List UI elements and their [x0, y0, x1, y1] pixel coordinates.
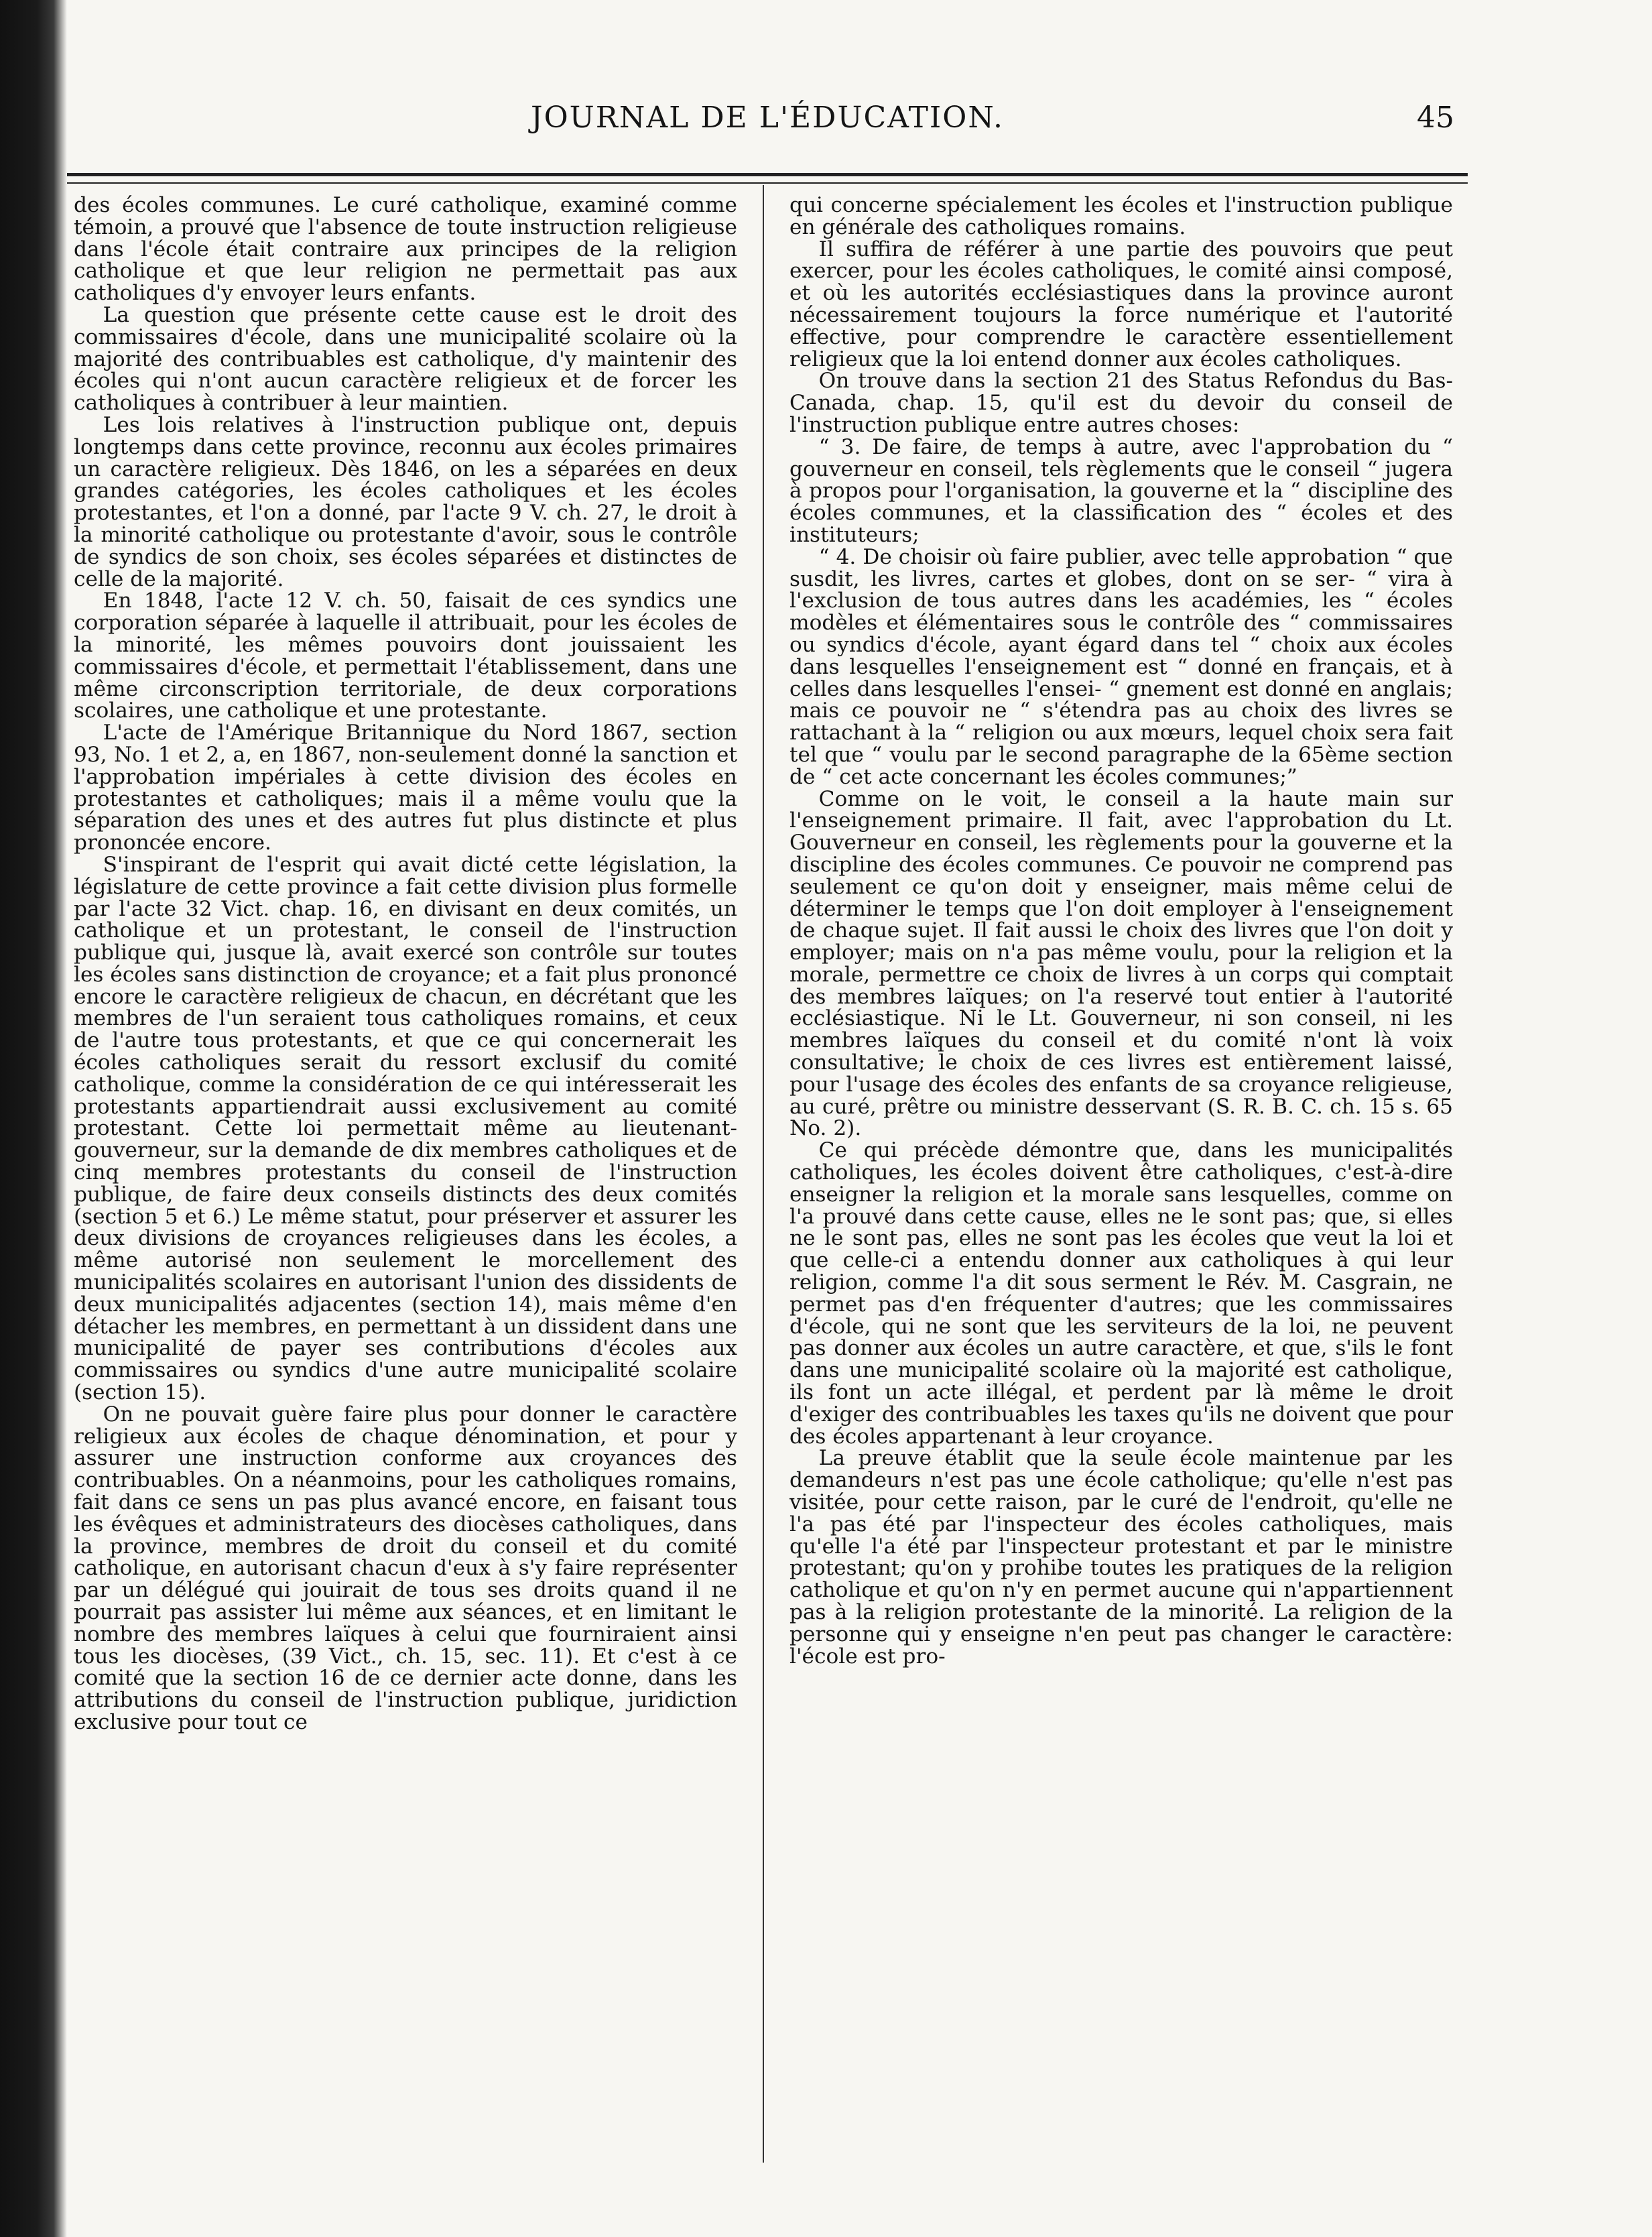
paragraph: La question que présente cette cause est le droit des commissaires d'école, dans une municipalité scolaire où la majorité des contribuables est catholique, d'y maintenir des écoles qui n'ont aucun caractère religieux et de forcer les catholiques à contribuer à leur maintien.: [74, 302, 737, 416]
journal-title: JOURNAL DE L'ÉDUCATION.: [530, 101, 1005, 135]
paragraph: S'inspirant de l'esprit qui avait dicté cette législation, la législature de cette province a fait cette division plus formelle par l'acte 32 Vict. chap. 16, en divisant en deux comités, un catholique et un protestant, le conseil de l'instruction publique qui, jusque là, avait exercé son contrôle sur toutes les écoles sans distinction de croyance; et a fait plus prononcé encore le caractère religieux de chacun, en décrétant que les membres de l'un seraient tous catholiques romains, et ceux de l'autre tous protestants, et que ce qui concernerait les écoles catholiques serait du ressort exclusif du comité catholique, comme la considération de ce qui intéresserait les protestants appartiendrait aussi exclusivement au comité protestant. Cette loi permettait même au lieutenant-gouverneur, sur la demande de dix membres catholiques et de cinq membres protestants du conseil de l'instruction publique, de faire deux conseils distincts des deux comités (section 5 et 6.) Le même statut, pour préserver et assurer les deux divisions de croyances religieuses dans les écoles, a même autorisé non seulement le morcellement des municipalités scolaires en autorisant l'union des dissidents de deux municipalités adjacentes (section 14), mais même d'en détacher les membres, en permettant à un dissident dans une municipalité de payer ses contributions d'écoles aux commissaires ou syndics d'une autre municipalité scolaire (section 15).: [74, 852, 737, 1405]
paragraph: Les lois relatives à l'instruction publique ont, depuis longtemps dans cette province, reconnu aux écoles primaires un caractère religieux. Dès 1846, on les a séparées en deux grandes catégories, les écoles catholiques et les écoles protestantes, et l'on a donné, par l'acte 9 V. ch. 27, le droit à la minorité catholique ou protestante d'avoir, sous le contrôle de syndics de son choix, ses écoles séparées et distinctes de celle de la majorité.: [74, 412, 737, 591]
paragraph: Ce qui précède démontre que, dans les municipalités catholiques, les écoles doivent être catholiques, c'est-à-dire enseigner la religion et la morale sans lesquelles, comme on l'a prouvé dans cette cause, elles ne le sont pas; que, si elles ne le sont pas, elles ne sont pas les écoles que veut la loi et que celle-ci a entendu donner aux catholiques à qui leur religion, comme l'a dit sous serment le Rév. M. Casgrain, ne permet pas d'en fréquenter d'autres; que les commissaires d'école, qui ne sont que les serviteurs de la loi, ne peuvent pas donner aux écoles un autre caractère, et que, s'ils le font dans une municipalité scolaire où la majorité est catholique, ils font un acte illégal, et perdent par là même le droit d'exiger des contribuables les taxes qu'ils ne doivent que pour des écoles appartenant à leur croyance.: [789, 1138, 1453, 1449]
header-rule-thick: [67, 173, 1468, 176]
quoted-paragraph: “ 4. De choisir où faire publier, avec telle approbation “ que susdit, les livres, cartes et globes, dont on se ser- “ vira à l'exclusion de tous autres dans les académies, les “ écoles modèles et élémentaires sous le contrôle des “ commissaires ou syndics d'école, ayant égard dans tel “ choix aux écoles dans lesquelles l'enseignement est “ donné en français, et à celles dans lesquelles l'ensei- “ gnement est donné en anglais; mais ce pouvoir ne “ s'étendra pas au choix des livres se rattachant à la “ religion ou aux mœurs, lequel choix sera fait tel que “ voulu par le second paragraphe de la 65ème section de “ cet acte concernant les écoles communes;”: [789, 544, 1453, 789]
paragraph: Comme on le voit, le conseil a la haute main sur l'enseignement primaire. Il fait, avec l'approbation du Lt. Gouverneur en conseil, les règlements pour la gouverne et la discipline des écoles communes. Ce pouvoir ne comprend pas seulement ce qu'on doit y enseigner, mais même celui de déterminer le temps que l'on doit employer à l'enseignement de chaque sujet. Il fait aussi le choix des livres que l'on doit y employer; mais on n'a pas même voulu, pour la religion et la morale, permettre ce choix de livres à un corps qui comptait des membres laïques; on l'a reservé tout entier à l'autorité ecclésiastique. Ni le Lt. Gouverneur, ni son conseil, ni les membres laïques du conseil et du comité n'ont là voix consultative; le choix de ces livres est entièrement laissé, pour l'usage des écoles des enfants de sa croyance religieuse, au curé, prêtre ou ministre desservant (S. R. B. C. ch. 15 s. 65 No. 2).: [789, 786, 1453, 1141]
paragraph: des écoles communes. Le curé catholique, examiné comme témoin, a prouvé que l'absence de toute instruction religieuse dans l'école était contraire aux principes de la religion catholique et que leur religion ne permettait pas aux catholiques d'y envoyer leurs enfants.: [74, 194, 737, 306]
paragraph: On trouve dans la section 21 des Status Refondus du Bas-Canada, chap. 15, qu'il est du devoir du conseil de l'instruction publique entre autres choses:: [789, 369, 1453, 437]
paragraph: qui concerne spécialement les écoles et l'instruction publique en générale des catholiques romains.: [789, 194, 1453, 239]
scan-edge: [0, 0, 67, 2237]
page-header: [80, 101, 1454, 154]
left-column: [74, 194, 737, 2212]
quoted-paragraph: “ 3. De faire, de temps à autre, avec l'approbation du “ gouverneur en conseil, tels règlements que le conseil “ jugera à propos pour l'organisation, la gouverne et la “ discipline des écoles communes, et la classification des “ écoles et des instituteurs;: [789, 434, 1453, 547]
paragraph: Il suffira de référer à une partie des pouvoirs que peut exercer, pour les écoles catholiques, le comité ainsi composé, et où les autorités ecclésiastiques dans la province auront nécessairement toujours la force numérique et l'autorité effective, pour comprendre le caractère essentiellement religieux que la loi entend donner aux écoles catholiques.: [789, 237, 1453, 371]
column-divider: [763, 185, 764, 2163]
page-number: 45: [1417, 101, 1454, 135]
paragraph: La preuve établit que la seule école maintenue par les demandeurs n'est pas une école catholique; qu'elle n'est pas visitée, pour cette raison, par le curé de l'endroit, qu'elle ne l'a pas été par l'inspecteur des écoles catholiques, mais qu'elle l'a été par l'inspecteur protestant et par le ministre protestant; qu'on y prohibe toutes les pratiques de la religion catholique et qu'on n'y en permet aucune qui n'appartiennent pas à la religion protestante de la minorité. La religion de la personne qui y enseigne n'en peut pas changer le caractère: l'école est pro-: [789, 1446, 1453, 1669]
paragraph: L'acte de l'Amérique Britannique du Nord 1867, section 93, No. 1 et 2, a, en 1867, non-seulement donné la sanction et l'approbation impériales à cette division des écoles en protestantes et catholiques; mais il a même voulu que la séparation des unes et des autres fut plus distincte et plus prononcée encore.: [74, 721, 737, 855]
header-rule-thin: [67, 182, 1468, 184]
right-column: [789, 194, 1453, 2212]
paragraph: En 1848, l'acte 12 V. ch. 50, faisait de ces syndics une corporation séparée à laquelle il attribuait, pour les écoles de la minorité, les mêmes pouvoirs dont jouissaient les commissaires d'école, et permettait l'établissement, dans une même circonscription territoriale, de deux corporations scolaires, une catholique et une protestante.: [74, 589, 737, 723]
paragraph: On ne pouvait guère faire plus pour donner le caractère religieux aux écoles de chaque dénomination, et pour y assurer une instruction conforme aux croyances des contribuables. On a néanmoins, pour les catholiques romains, fait dans ce sens un pas plus avancé encore, en faisant tous les évêques et administrateurs des diocèses catholiques, dans la province, membres de droit du conseil et du comité catholique, en autorisant chacun d'eux à s'y faire représenter par un délégué qui jouirait de tous ses droits quand il ne pourrait pas assister lui même aux séances, et en limitant le nombre des membres laïques à celui que fourniraient ainsi tous les diocèses, (39 Vict., ch. 15, sec. 11). Et c'est à ce comité que la section 16 de ce dernier acte donne, dans les attributions du conseil de l'instruction publique, juridiction exclusive pour tout ce: [74, 1402, 737, 1734]
